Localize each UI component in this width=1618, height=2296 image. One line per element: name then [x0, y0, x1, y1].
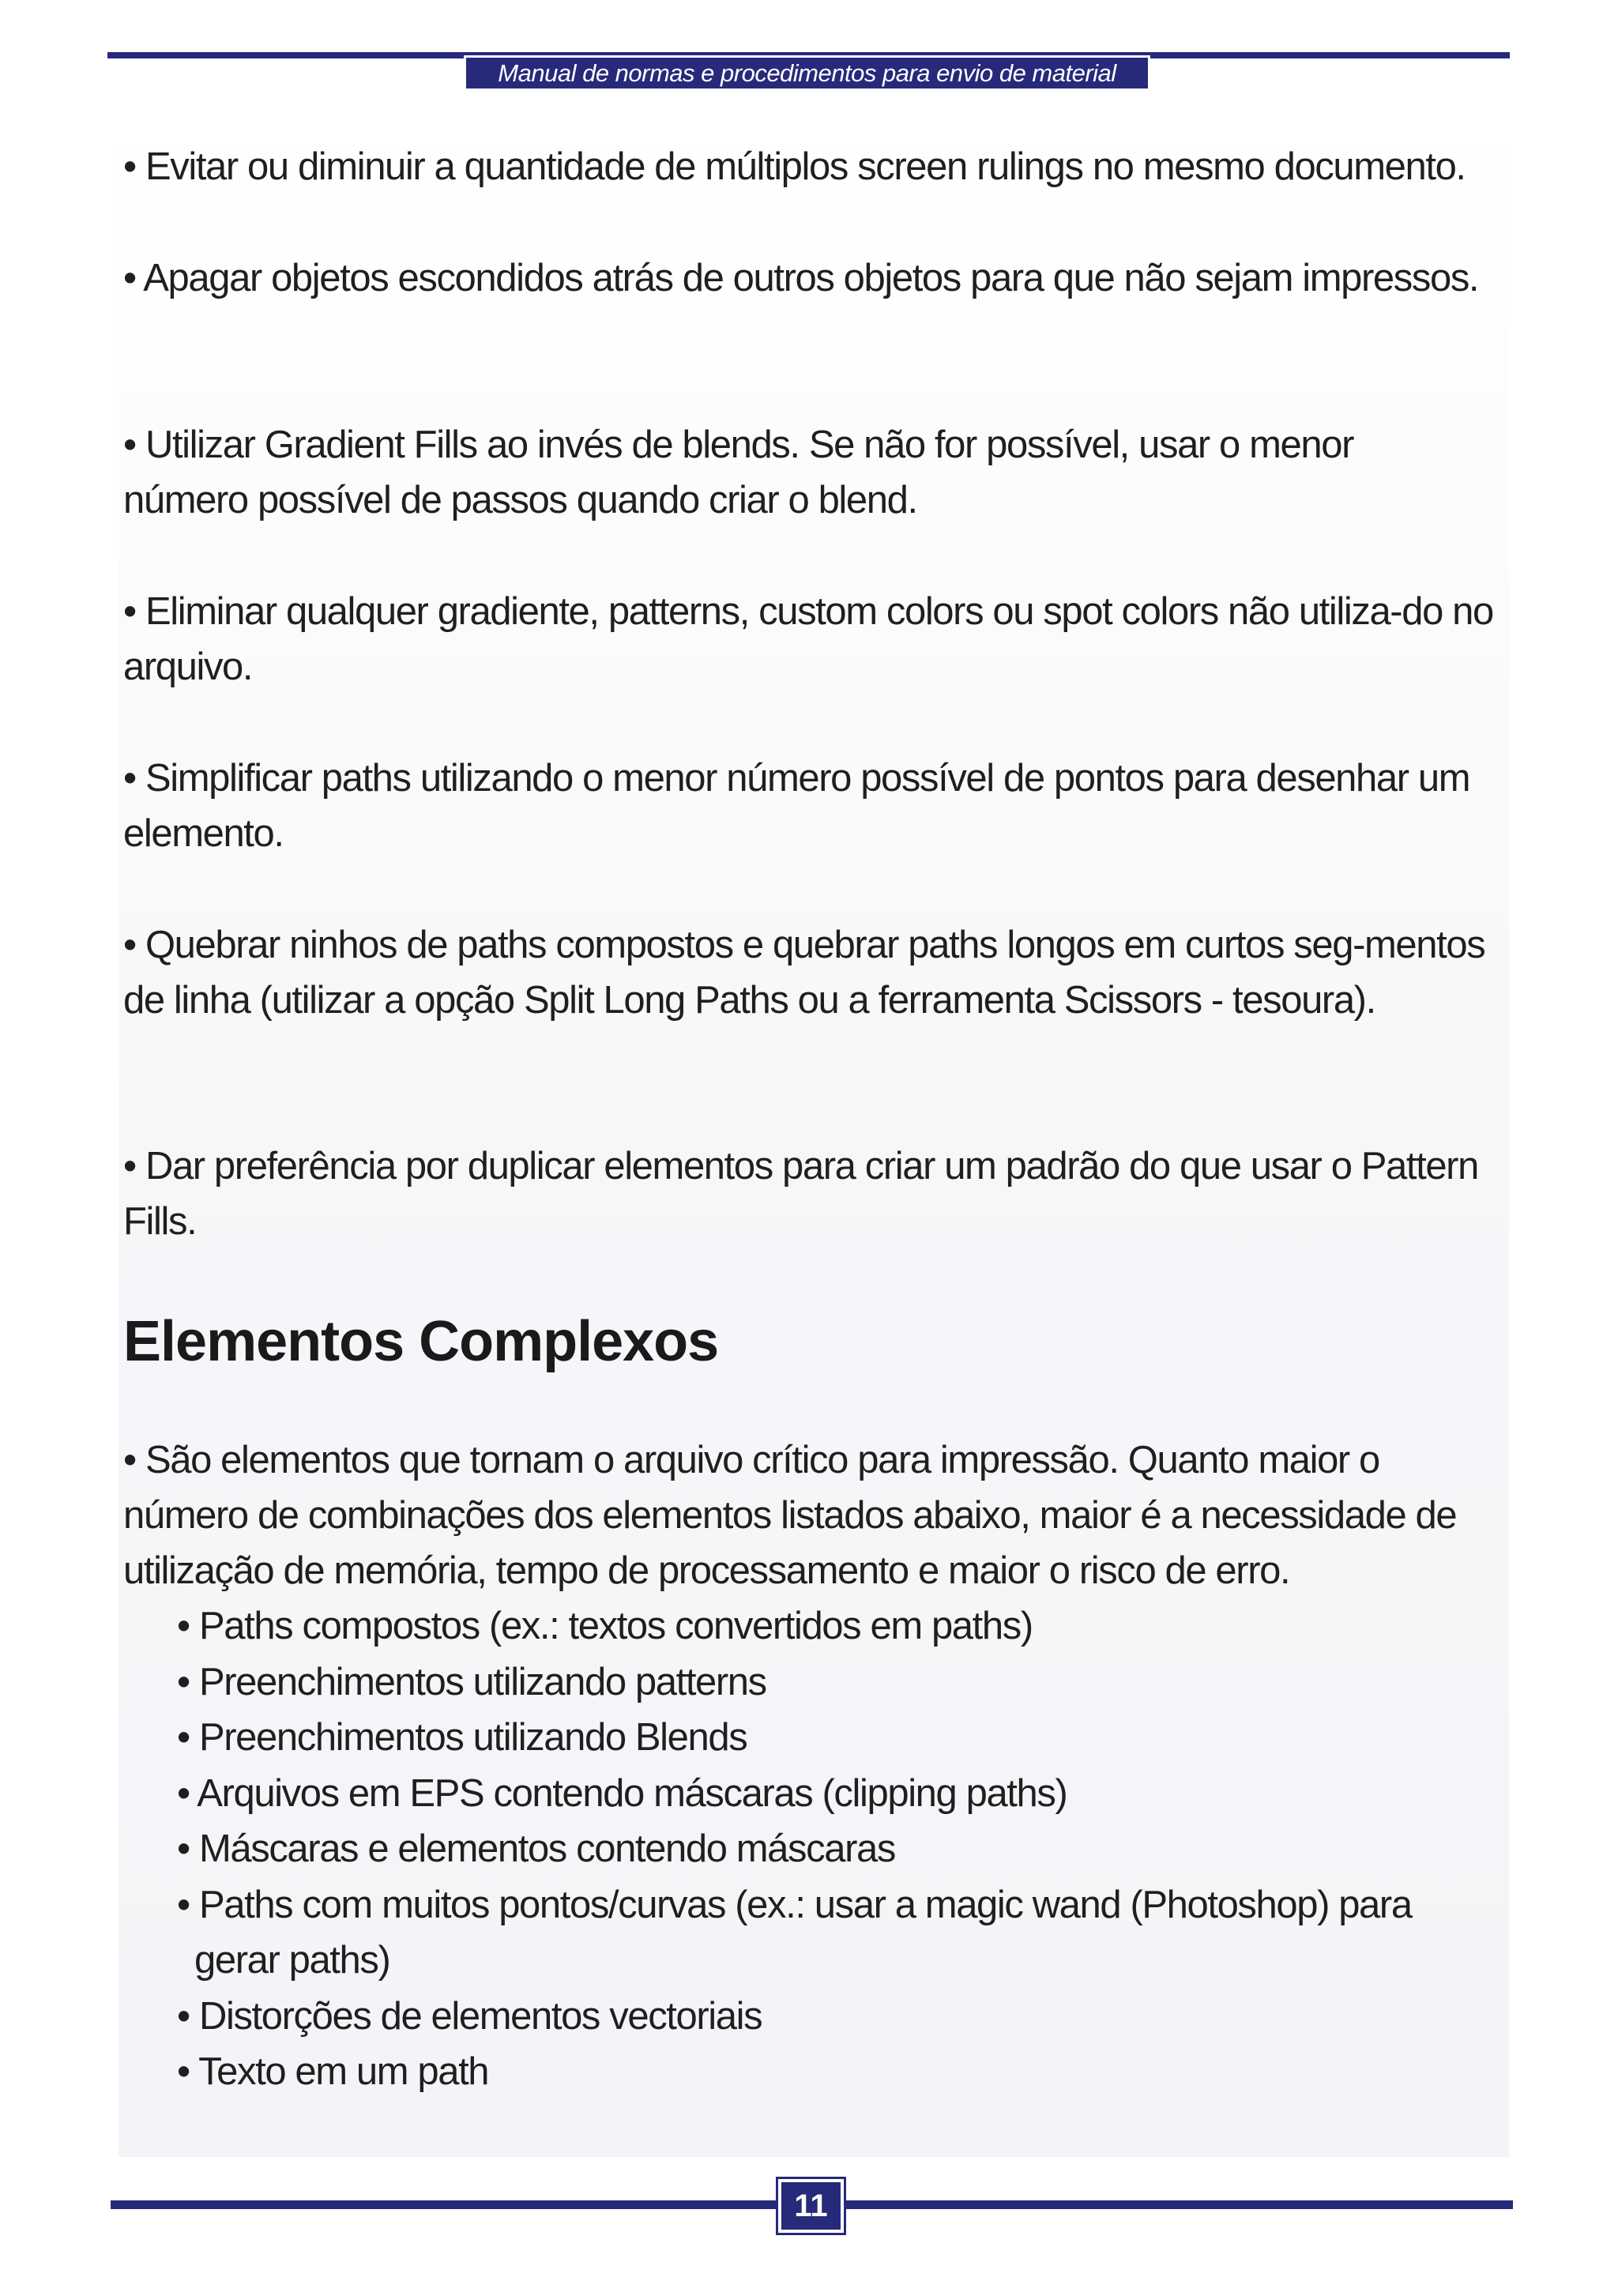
page-number: 11 [794, 2189, 828, 2223]
bullet-paragraph: • Dar preferência por duplicar elementos para criar um padrão do que usar o Pattern Fills. [123, 1145, 1478, 1243]
list-item: • Paths compostos (ex.: textos convertidos em paths) [177, 1605, 1033, 1647]
section-title: Elementos Complexos [123, 1310, 719, 1373]
bullet-paragraph: • Utilizar Gradient Fills ao invés de blends. Se não for possível, usar o menor número possível de passos quando criar o blend. [123, 423, 1354, 521]
section-intro: • São elementos que tornam o arquivo crítico para impressão. Quanto maior o número de combinações dos elementos listados abaixo, maior é a necessidade de utilização de memória, tempo de processamento e maior o risco de erro. [123, 1439, 1457, 1592]
complex-elements-list [177, 1598, 1520, 2100]
list-item: • Distorções de elementos vectoriais [177, 1994, 762, 2038]
running-header [464, 55, 1150, 91]
list-item: • Arquivos em EPS contendo máscaras (clipping paths) [177, 1771, 1067, 1815]
list-item: • Máscaras e elementos contendo máscaras [177, 1827, 895, 1870]
list-item: • Paths com muitos pontos/curvas (ex.: usar a magic wand (Photoshop) para [177, 1883, 1412, 1926]
list-item: • Preenchimentos utilizando patterns [177, 1660, 766, 1703]
bullet-paragraph: • Quebrar ninhos de paths compostos e quebrar paths longos em curtos seg-mentos de linha (utilizar a opção Split Long Paths ou a ferramenta Scissors - tesoura). [123, 924, 1485, 1022]
list-item-continuation-text: gerar paths) [194, 1939, 390, 1982]
bullet-paragraph: • Simplificar paths utilizando o menor número possível de pontos para desenhar um elemento. [123, 757, 1470, 855]
running-header-title: Manual de normas e procedimentos para envio de material [498, 59, 1116, 87]
list-item: • Texto em um path [177, 2050, 489, 2093]
bullet-paragraph: • Apagar objetos escondidos atrás de outros objetos para que não sejam impressos. [123, 257, 1479, 299]
list-item: • Preenchimentos utilizando Blends [177, 1716, 747, 1759]
page-number-badge [778, 2179, 844, 2233]
list-item-continuation [177, 1933, 1520, 1989]
bullet-paragraph: • Evitar ou diminuir a quantidade de múltiplos screen rulings no mesmo documento. [123, 145, 1466, 188]
bullet-paragraph: • Eliminar qualquer gradiente, patterns, custom colors ou spot colors não utiliza-do no arquivo. [123, 590, 1493, 688]
